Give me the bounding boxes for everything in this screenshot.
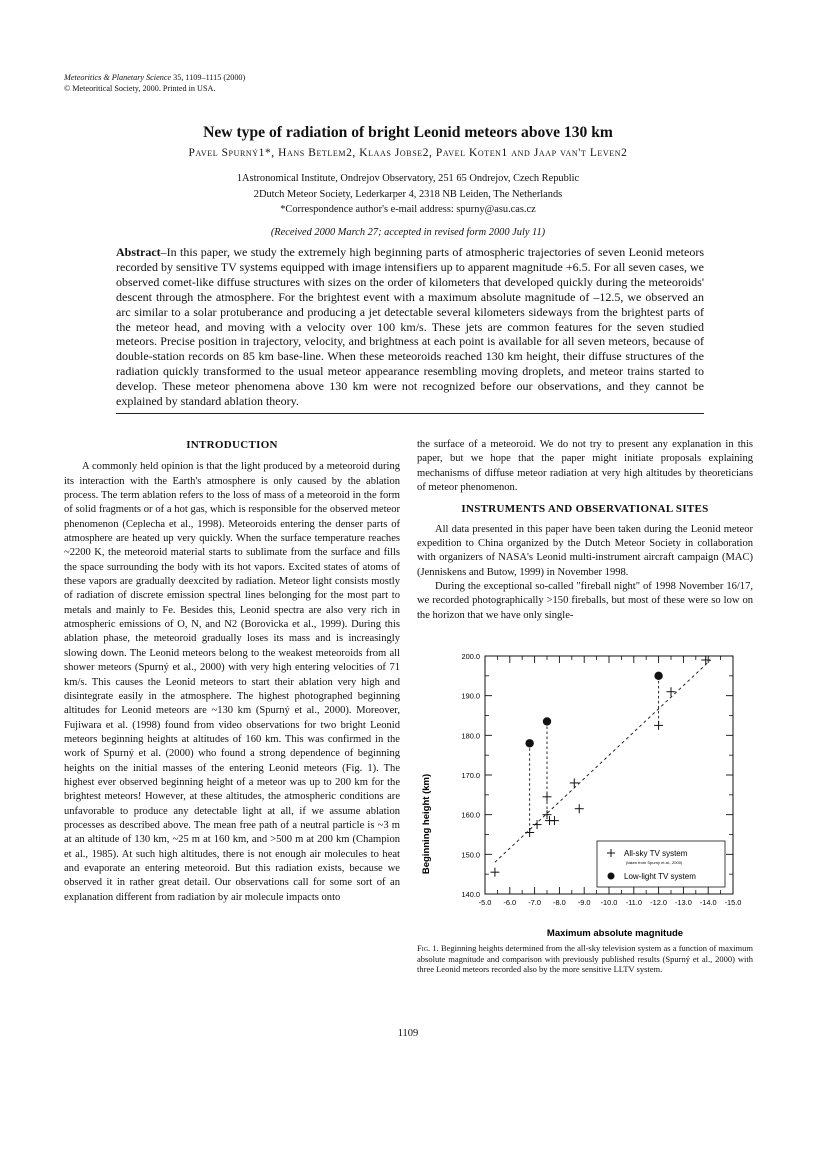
y-tick-label: 140.0 (461, 890, 480, 899)
figure-label: Fig. 1. (417, 943, 439, 953)
figure-caption-text: Beginning heights determined from the all-sky television system as a function of maximum absolute magnitude and comparison with previously published results (Spurný et al., 2000) with three Leonid meteors recorded also by the more sensitive LLTV system. (417, 943, 753, 975)
x-tick-label: -13.0 (674, 898, 692, 907)
x-tick-label: -9.0 (577, 898, 591, 907)
received-dates: (Received 2000 March 27; accepted in revised form 2000 July 11) (270, 227, 546, 238)
page-number: 1109 (397, 1028, 419, 1039)
x-tick-label: -10.0 (600, 898, 618, 907)
right-column (417, 438, 753, 623)
legend-lowlight-label: Low-light TV system (624, 872, 696, 881)
lowlight-point (525, 739, 533, 747)
allsky-point (667, 687, 676, 696)
y-axis-label: Beginning height (km) (421, 773, 432, 875)
left-column (64, 438, 400, 905)
x-tick-label: -15.0 (724, 898, 742, 907)
trend-line (495, 660, 711, 862)
abstract-label: Abstract (116, 245, 161, 259)
introduction-paragraph-2: the surface of a meteoroid. We do not try to present any explanation in this paper, but we hope that the paper might initiate proposals explaining mechanisms of diffuse meteor radiation at very high altitudes by theoreticians of meteor phenomenon. (417, 439, 753, 494)
y-tick-label: 170.0 (461, 771, 480, 780)
legend-allsky-source: (taken from Spurný et al., 2000) (626, 860, 683, 865)
abstract (116, 245, 704, 414)
x-tick-label: -7.0 (528, 898, 541, 907)
allsky-point (525, 828, 534, 837)
beginning-height-chart (417, 646, 757, 942)
instruments-paragraph-2: During the exceptional so-called "fireball night" of 1998 November 16/17, we recorded photographically >150 fireballs, but most of these were so low on the horizon that we have only single- (417, 581, 753, 621)
y-tick-label: 190.0 (461, 691, 480, 701)
journal-header (64, 72, 245, 94)
figure-1-caption (417, 943, 753, 975)
chart-legend (597, 841, 725, 887)
instruments-paragraph-1: All data presented in this paper have been taken during the Leonid meteor expedition to China organized by the Dutch Meteor Society in collaboration with organizers of NASA's Leonid multi-instrument aircraft campaign (MAC) (Jenniskens and Butow, 1999) in November 1998. (417, 523, 753, 578)
legend-allsky-label: All-sky TV system (624, 849, 688, 858)
instruments-heading: INSTRUMENTS AND OBSERVATIONAL SITES (461, 503, 709, 516)
x-tick-label: -14.0 (699, 898, 717, 907)
x-tick-label: -11.0 (625, 898, 642, 907)
y-tick-label: 160.0 (461, 810, 480, 820)
journal-volume: 35, 1109–1115 (2000) (171, 73, 246, 82)
x-tick-label: -8.0 (553, 898, 566, 907)
affiliation-2: 2Dutch Meteor Society, Lederkarper 4, 2318 NB Leiden, The Netherlands (253, 189, 563, 200)
x-tick-label: -6.0 (503, 898, 517, 907)
allsky-point (701, 655, 710, 664)
affiliation-1: 1Astronomical Institute, Ondrejov Observatory, 251 65 Ondrejov, Czech Republic (236, 173, 580, 184)
allsky-point (550, 816, 559, 825)
journal-name: Meteoritics & Planetary Science (64, 73, 172, 82)
allsky-point (570, 778, 579, 787)
y-tick-label: 180.0 (461, 731, 480, 741)
introduction-paragraph-1: A commonly held opinion is that the light produced by a meteoroid during its interaction with the Earth's atmosphere is only caused by the ablation process. The term ablation refers to the loss of mass of a meteoroid in the form of solid fragments or of a hot gas, which is responsible for the observed meteor phenomenon (Ceplecha et al., 1998). Meteoroids entering the denser parts of atmosphere are heated up very quickly. When the surface temperature reaches ~2200 K, the meteoroid material starts to sublimate from the surface and fills the space surrounding the body with its hot vapors. Excited states of atoms of these vapors are gradually deexcited by radiation. Meteor light consists mostly of radiation of discrete emission spectral lines belonging for the most part to metals and mainly to Fe. Besides this, Leonid spectra are also very rich in atmospheric emissions of O, N, and N2 (Borovicka et al., 1999). During this ablation phase, the meteoroid gradually loses its mass and is increasingly slowing down. The Leonid meteors belong to the weakest meteoroids from all shower meteors (Spurný et al., 2000) with very high entering velocities of 71 km/s. This causes the Leonid meteors to start their ablation very high and disintegrate easily in the atmosphere. The highest photographed beginning altitudes for Leonid meteors are ~130 km (Spurný et al., 2000). Moreover, Fujiwara et al. (1998) found from video observations for two bright Leonid meteors beginning heights at altitudes of 160 km. This was confirmed in the work of Spurný et al. (2000) who found a strong dependence of beginning heights on the initial masses of the entering Leonid meteors (Fig. 1). The highest ever observed beginning height of a meteor was up to 200 km for the brightest meteors! However, at these altitudes, the atmospheric conditions are unfavorable to produce any detectable light at all, if we assume ablation processes as described above. The mean free path of a neutral particle is ~3 m at an altitude of 130 km, ~25 m at 160 km, and >500 m at 200 km (Champion et al., 1985). At such high altitudes, there is not enough air molecules to heat and evaporate an entering meteoroid. But this radiation exists, because we observed it in rather great detail. Our observations call for some sort of an explanation different from radiation by air molecule impacts onto (64, 461, 400, 903)
allsky-point (543, 792, 552, 801)
allsky-point (543, 810, 552, 819)
journal-copyright: © Meteoritical Society, 2000. Printed in USA. (64, 84, 216, 93)
x-tick-label: -12.0 (650, 898, 668, 907)
allsky-point (575, 804, 584, 813)
introduction-heading: INTRODUCTION (186, 439, 278, 451)
y-tick-label: 200.0 (461, 652, 480, 661)
allsky-point (533, 820, 542, 829)
lowlight-point (543, 717, 551, 725)
figure-1 (417, 646, 757, 942)
abstract-text: –In this paper, we study the extremely high beginning parts of atmospheric trajectories of seven Leonid meteors recorded by sensitive TV systems equipped with image intensifiers up to apparent magnitude +6.5. For all seven cases, we observed comet-like diffuse structures with sizes on the order of kilometers that developed quickly during the meteoroids' descent through the atmosphere. For the brightest event with a maximum absolute magnitude of –12.5, we observed an arc similar to a solar protuberance and producing a jet detectable several kilometers sideways from the brightest parts of the meteor head, and moving with a velocity over 100 km/s. These jets are common features for the seven studied meteors. Precise position in trajectory, velocity, and brightness at each point is available for all seven meteors, because of double-station records on 85 km base-line. When these meteoroids reached 130 km height, their diffuse structures of the radiation quickly transformed to the usual meteor appearance resembling moving droplets, and meteor trains started to develop. These meteor phenomena above 130 km were not recognized before our observations, and they cannot be explained by standard ablation theory. (116, 245, 704, 409)
author-list: Pavel Spurný1*, Hans Betlem2, Klaas Jobse2, Pavel Koten1 and Jaap van't Leven2 (188, 147, 628, 159)
allsky-point (490, 868, 499, 877)
paper-title: New type of radiation of bright Leonid meteors above 130 km (203, 124, 613, 141)
y-tick-label: 150.0 (461, 850, 480, 860)
x-axis-label: Maximum absolute magnitude (546, 928, 684, 939)
allsky-point (654, 721, 663, 730)
correspondence-email: *Correspondence author's e-mail address: spurny@asu.cas.cz (280, 204, 536, 215)
x-tick-label: -5.0 (478, 898, 492, 907)
lowlight-point (654, 672, 662, 680)
